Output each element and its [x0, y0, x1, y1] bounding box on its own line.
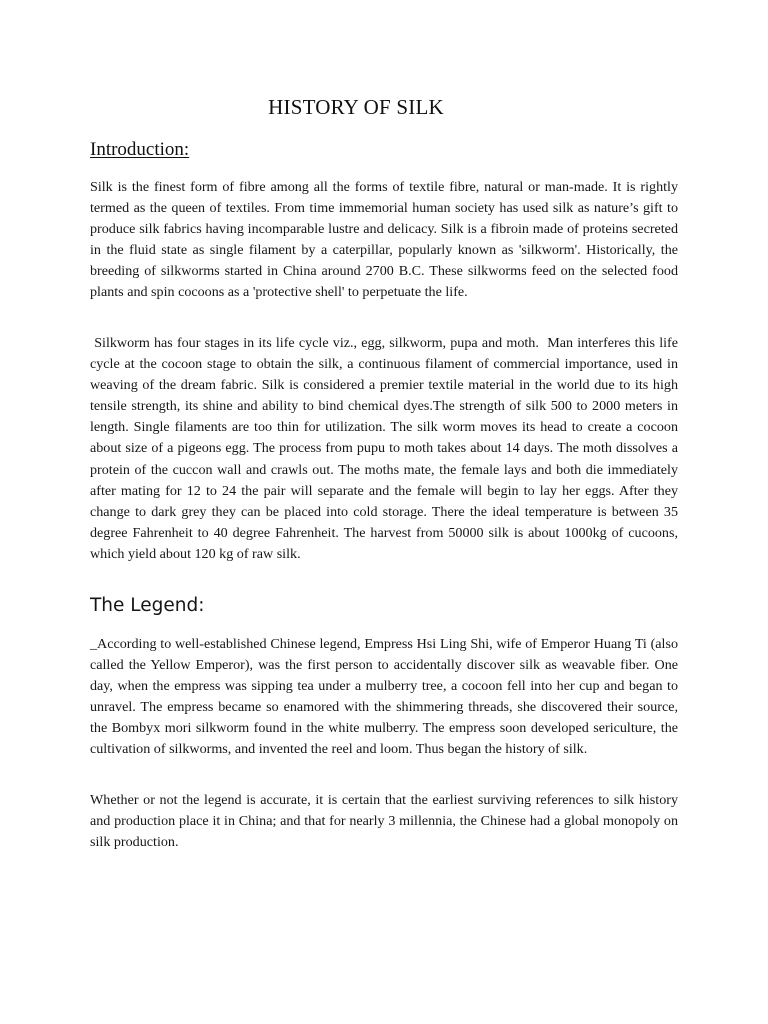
legend-paragraph-1: _According to well-established Chinese legend, Empress Hsi Ling Shi, wife of Emperor Huang Ti (also called the Yellow Emperor), was the first person to accidentally discover silk as weavable fiber. One day, when the empress was sipping tea under a mulberry tree, a cocoon fell into her cup and began to unravel. The empress became so enamored with the shimmering threads, she discovered their source, the Bombyx mori silkworm found in the white mulberry. The empress soon developed sericulture, the cultivation of silkworms, and invented the reel and loom. Thus began the history of silk. [90, 636, 678, 758]
document-title: HISTORY OF SILK [268, 95, 444, 119]
legend-paragraph-2: Whether or not the legend is accurate, it is certain that the earliest surviving references to silk history and production place it in China; and that for nearly 3 millennia, the Chinese had a global monopoly on silk production. [90, 792, 678, 851]
section-heading-legend: The Legend: [90, 595, 205, 616]
section-heading-introduction: Introduction: [90, 139, 190, 160]
introduction-paragraph-1: Silk is the finest form of fibre among all the forms of textile fibre, natural or man-made. It is rightly termed as the queen of textiles. From time immemorial human society has used silk as nature’s gift to produce silk fabrics having incomparable lustre and delicacy. Silk is a fibroin made of proteins secreted in the fluid state as single filament by a caterpillar, popularly known as 'silkworm'. Historically, the breeding of silkworms started in China around 2700 B.C. These silkworms feed on the selected food plants and spin cocoons as a 'protective shell' to perpetuate the life. [90, 179, 678, 301]
introduction-paragraph-2: Silkworm has four stages in its life cycle viz., egg, silkworm, pupa and moth. Man interferes this life cycle at the cocoon stage to obtain the silk, a continuous filament of commercial importance, used in weaving of the dream fabric. Silk is considered a premier textile material in the world due to its high tensile strength, its shine and ability to bind chemical dyes.The strength of silk 500 to 2000 meters in length. Single filaments are too thin for utilization. The silk worm moves its head to create a cocoon about size of a pigeons egg. The process from pupu to moth takes about 14 days. The moth dissolves a protein of the cuccon wall and crawls out. The moths mate, the female lays and both die immediately after mating for 12 to 24 the pair will separate and the female will begin to lay her eggs. After they change to dark grey they can be placed into cold storage. There the ideal temperature is between 35 degree Fahrenheit to 40 degree Fahrenheit. The harvest from 50000 silk is about 1000kg of cucoons, which yield about 120 kg of raw silk. [90, 335, 682, 562]
